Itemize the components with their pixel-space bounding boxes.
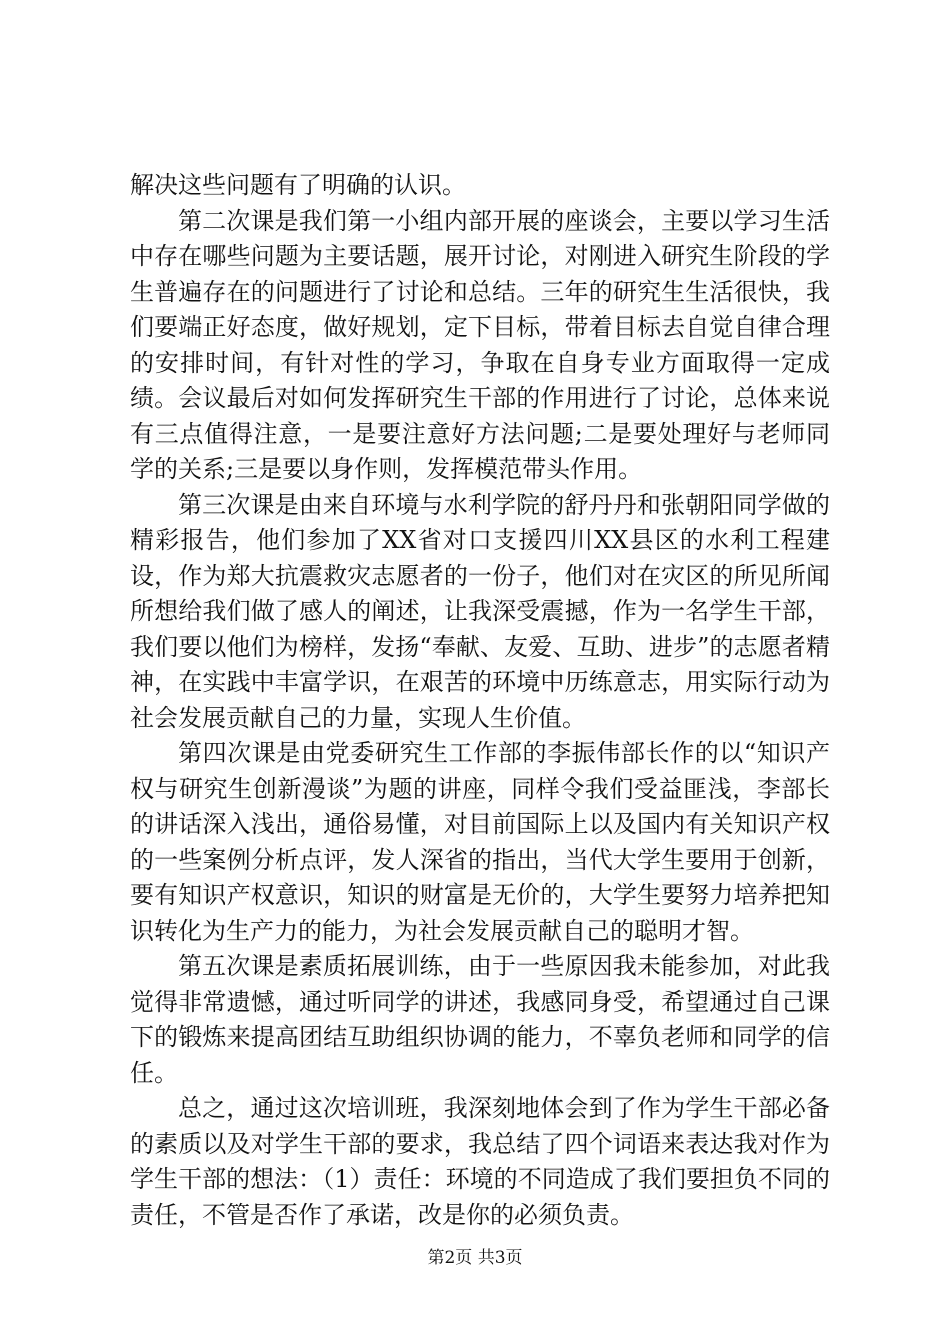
- page-number-footer: 第2页 共3页: [427, 1248, 523, 1268]
- paragraph-continuation: 解决这些问题有了明确的认识。: [130, 171, 466, 199]
- paragraph-fourth-class: 第四次课是由党委研究生工作部的李振伟部长作的以“知识产权与研究生创新漫谈”为题的讲座，同样令我们受益匪浅，李部长的讲话深入浅出，通俗易懂，对目前国际上以及国内有关知识产权的一些案例分析点评，发人深省的指出，当代大学生要用于创新，要有知识产权意识，知识的财富是无价的，大学生要努力培养把知识转化为生产力的能力，为社会发展贡献自己的聪明才智。: [130, 739, 830, 945]
- document-body: [130, 168, 830, 1233]
- paragraph-second-class: 第二次课是我们第一小组内部开展的座谈会，主要以学习生活中存在哪些问题为主要话题，展开讨论，对刚进入研究生阶段的学生普遍存在的问题进行了讨论和总结。三年的研究生生活很快，我们要端正好态度，做好规划，定下目标，带着目标去自觉自律合理的安排时间，有针对性的学习，争取在自身专业方面取得一定成绩。会议最后对如何发挥研究生干部的作用进行了讨论，总体来说有三点值得注意，一是要注意好方法问题;二是要处理好与老师同学的关系;三是要以身作则，发挥模范带头作用。: [130, 206, 830, 483]
- paragraph-fifth-class: 第五次课是素质拓展训练，由于一些原因我未能参加，对此我觉得非常遗憾，通过听同学的讲述，我感同身受，希望通过自己课下的锻炼来提高团结互助组织协调的能力，不辜负老师和同学的信任。: [130, 952, 830, 1087]
- paragraph-summary: 总之，通过这次培训班，我深刻地体会到了作为学生干部必备的素质以及对学生干部的要求，我总结了四个词语来表达我对作为学生干部的想法：（1）责任：环境的不同造成了我们要担负不同的责任，不管是否作了承诺，改是你的必须负责。: [130, 1094, 830, 1229]
- paragraph-third-class: 第三次课是由来自环境与水利学院的舒丹丹和张朝阳同学做的精彩报告，他们参加了XX省对口支援四川XX县区的水利工程建设，作为郑大抗震救灾志愿者的一份子，他们对在灾区的所见所闻所想给我们做了感人的阐述，让我深受震撼，作为一名学生干部，我们要以他们为榜样，发扬“奉献、友爱、互助、进步”的志愿者精神，在实践中丰富学识，在艰苦的环境中历练意志，用实际行动为社会发展贡献自己的力量，实现人生价值。: [130, 490, 830, 732]
